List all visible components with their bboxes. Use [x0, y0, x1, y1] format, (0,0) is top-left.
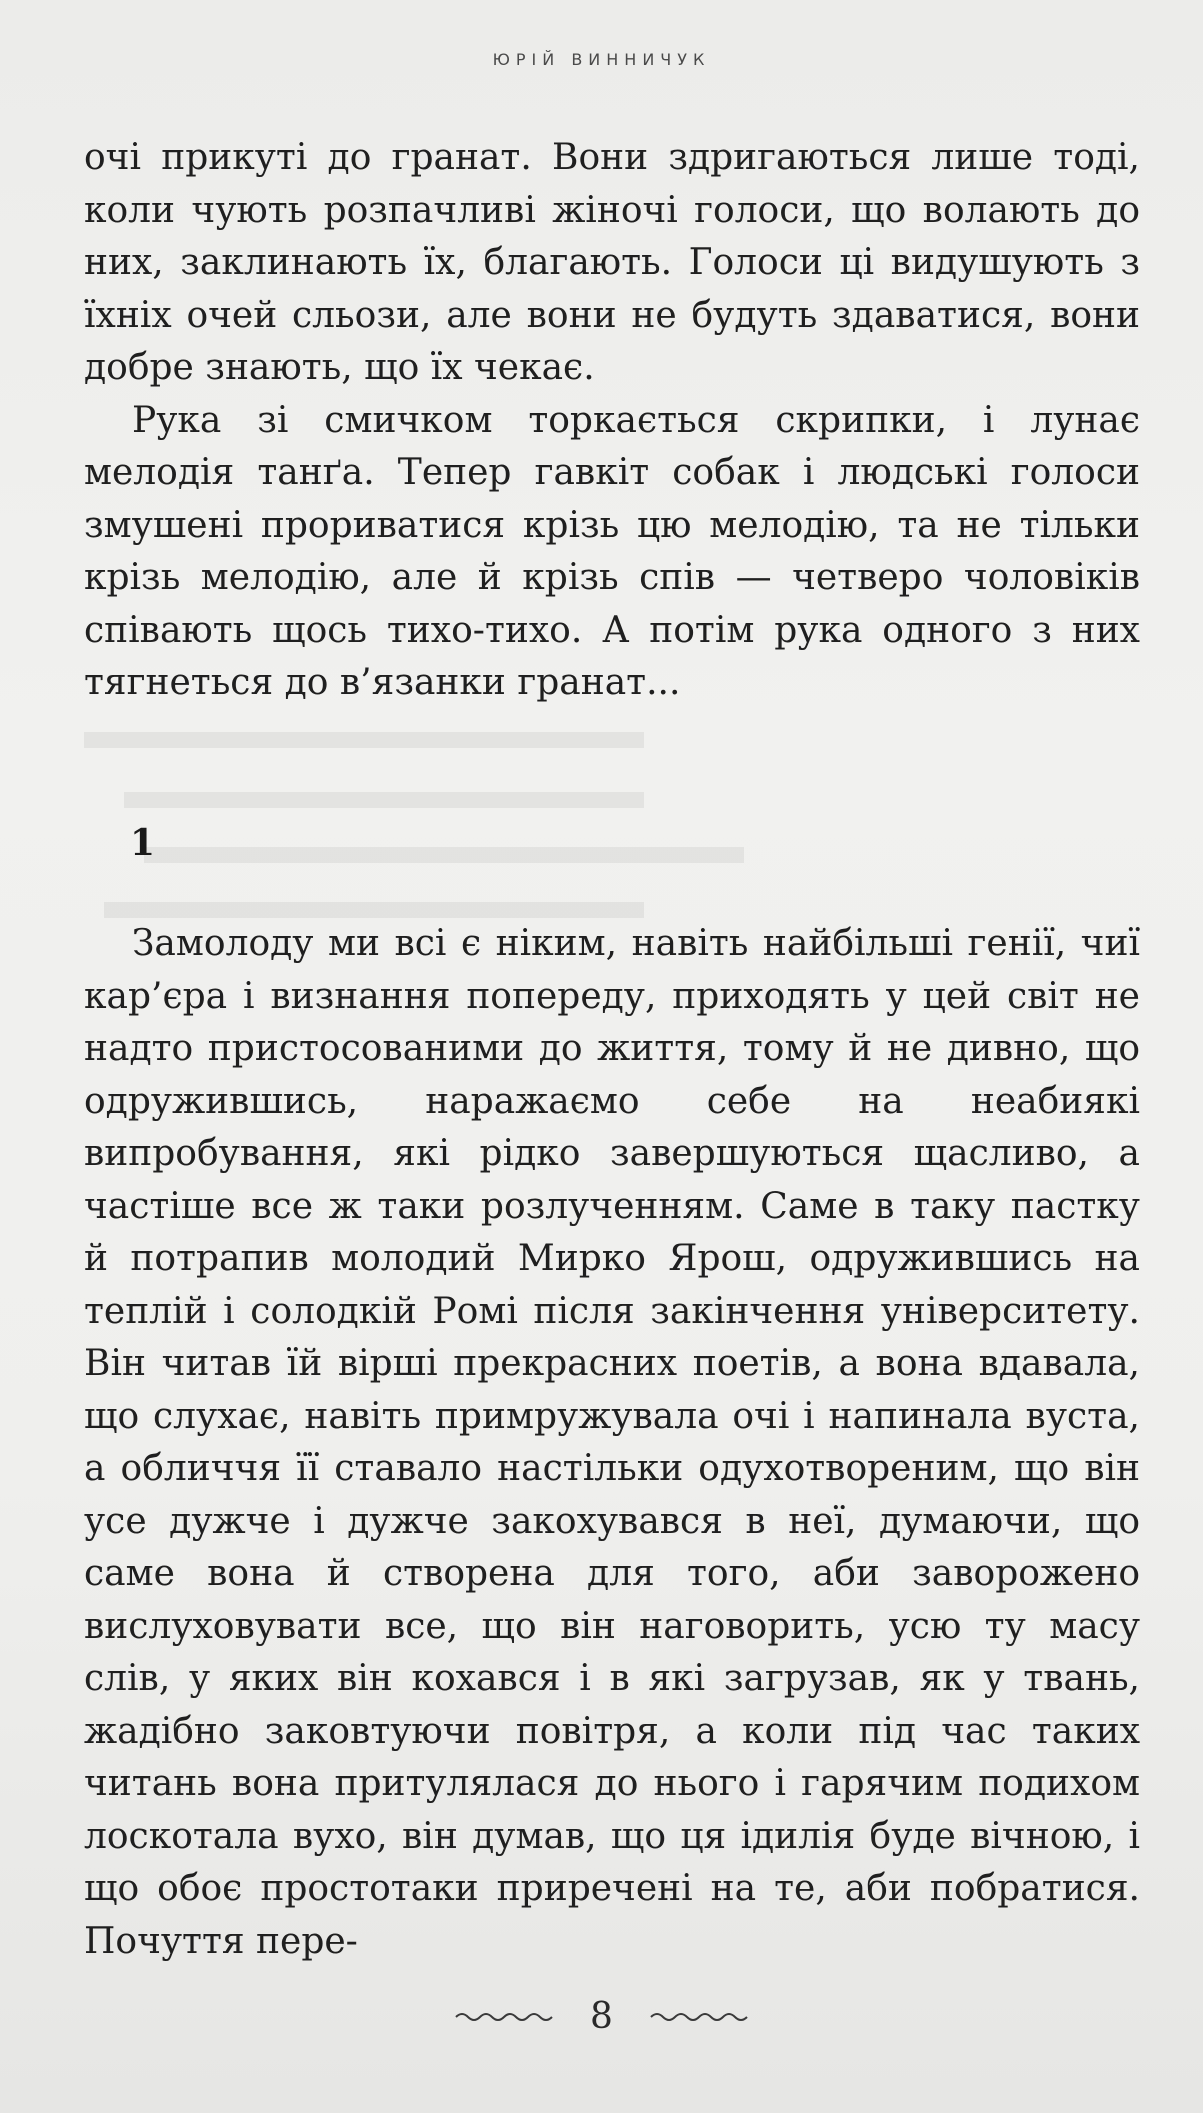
running-head: ЮРІЙ ВИННИЧУК [492, 50, 711, 69]
page-footer [0, 1996, 1203, 2037]
chapter-number: 1 [130, 822, 156, 864]
wavy-line-icon [454, 2009, 554, 2025]
text-block-chapter [84, 918, 1140, 1968]
paragraph-chapter-opening: Замолоду ми всі є ніким, навіть найбільші генії, чиї кар’єра і визнання попереду, приходять у цей світ не надто пристосованими до життя, тому й не дивно, що одружившись, наражаємо себе на неабиякі випробування, які рідко завершуються щасливо, а частіше все ж таки розлученням. Саме в таку пастку й потрапив молодий Мирко Ярош, одружившись на теплій і солодкій Ромі після закінчення університету. Він читав їй вірші прекрасних поетів, а вона вдавала, що слухає, навіть примружувала очі і напинала вуста, а обличчя її ставало настільки одухотвореним, що він усе дужче і дужче закохувався в неї, думаючи, що саме вона й створена для того, аби заворожено вислуховувати все, що він наговорить, усю ту масу слів, у яких він кохався і в які загрузав, як у твань, жадібно заковтуючи повітря, а коли під час таких читань вона притулялася до нього і гарячим подихом лоскотала вухо, він думав, що ця ідилія буде вічною, і що обоє простотаки приречені на те, аби побратися. Почуття пере- [84, 923, 1140, 1962]
wavy-line-icon [649, 2009, 749, 2025]
bleed-through-shadow [84, 712, 984, 952]
paragraph-violin: Рука зі смичком торкається скрипки, і лунає мелодія танґа. Тепер гавкіт собак і людські голоси змушені прориватися крізь цю мелодію, та не тільки крізь мелодію, але й крізь спів — четверо чоловіків співають щось тихо-тихо. А потім рука одного з них тягнеться до в’язанки гранат... [84, 399, 1140, 703]
paragraph-continuation: очі прикуті до гранат. Вони здригаються лише тоді, коли чують розпачливі жіночі голоси, що волають до них, заклинають їх, благають. Голоси ці видушують з їхніх очей сльози, але вони не будуть здаватися, вони добре знають, що їх чекає. [84, 137, 1140, 388]
text-block-top [84, 132, 1140, 710]
page-number: 8 [590, 1996, 613, 2037]
